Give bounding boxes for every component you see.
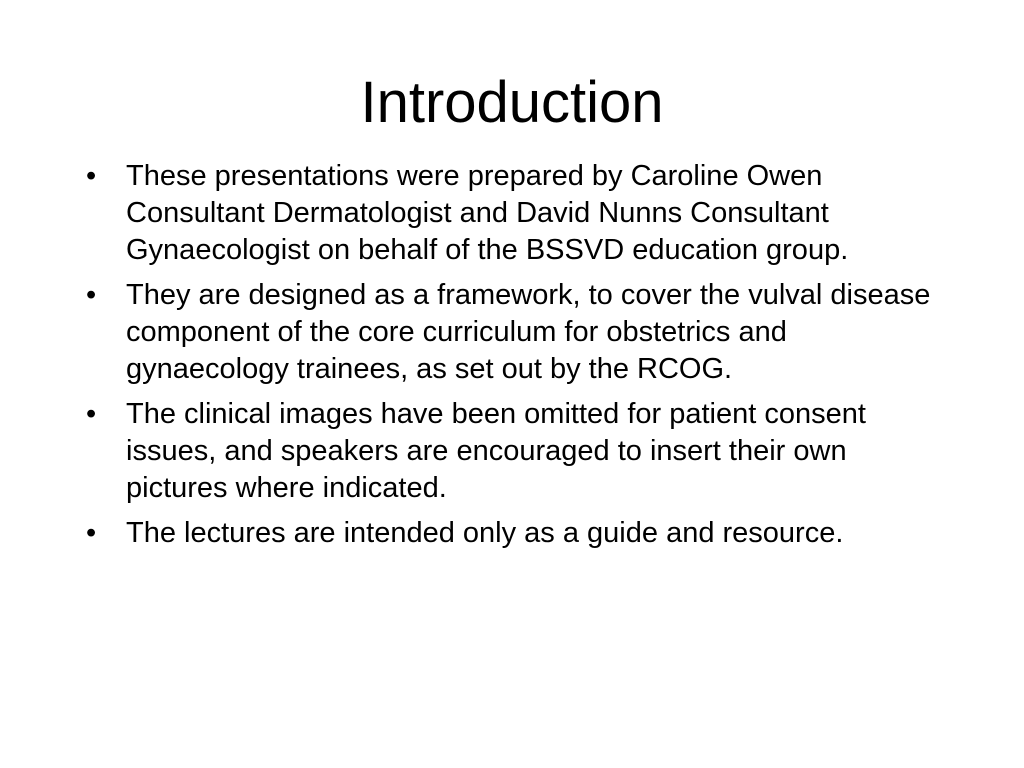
bullet-icon: • bbox=[86, 160, 97, 192]
bullet-item bbox=[86, 158, 946, 269]
bullet-text: They are designed as a framework, to cover the vulval disease component of the core curriculum for obstetrics and gynaecology trainees, as set out by the RCOG. bbox=[126, 279, 931, 385]
bullet-icon: • bbox=[86, 517, 97, 549]
bullet-item bbox=[86, 277, 946, 388]
bullet-item bbox=[86, 396, 946, 507]
bullet-list bbox=[86, 158, 946, 560]
bullet-icon: • bbox=[86, 398, 97, 430]
bullet-item bbox=[86, 515, 946, 552]
bullet-icon: • bbox=[86, 279, 97, 311]
bullet-text: The lectures are intended only as a guide and resource. bbox=[126, 517, 844, 549]
bullet-text: The clinical images have been omitted for patient consent issues, and speakers are encouraged to insert their own pictures where indicated. bbox=[126, 398, 866, 504]
slide-title: Introduction bbox=[360, 70, 664, 135]
bullet-text: These presentations were prepared by Caroline Owen Consultant Dermatologist and David Nunns Consultant Gynaecologist on behalf of the BSSVD education group. bbox=[126, 160, 849, 266]
